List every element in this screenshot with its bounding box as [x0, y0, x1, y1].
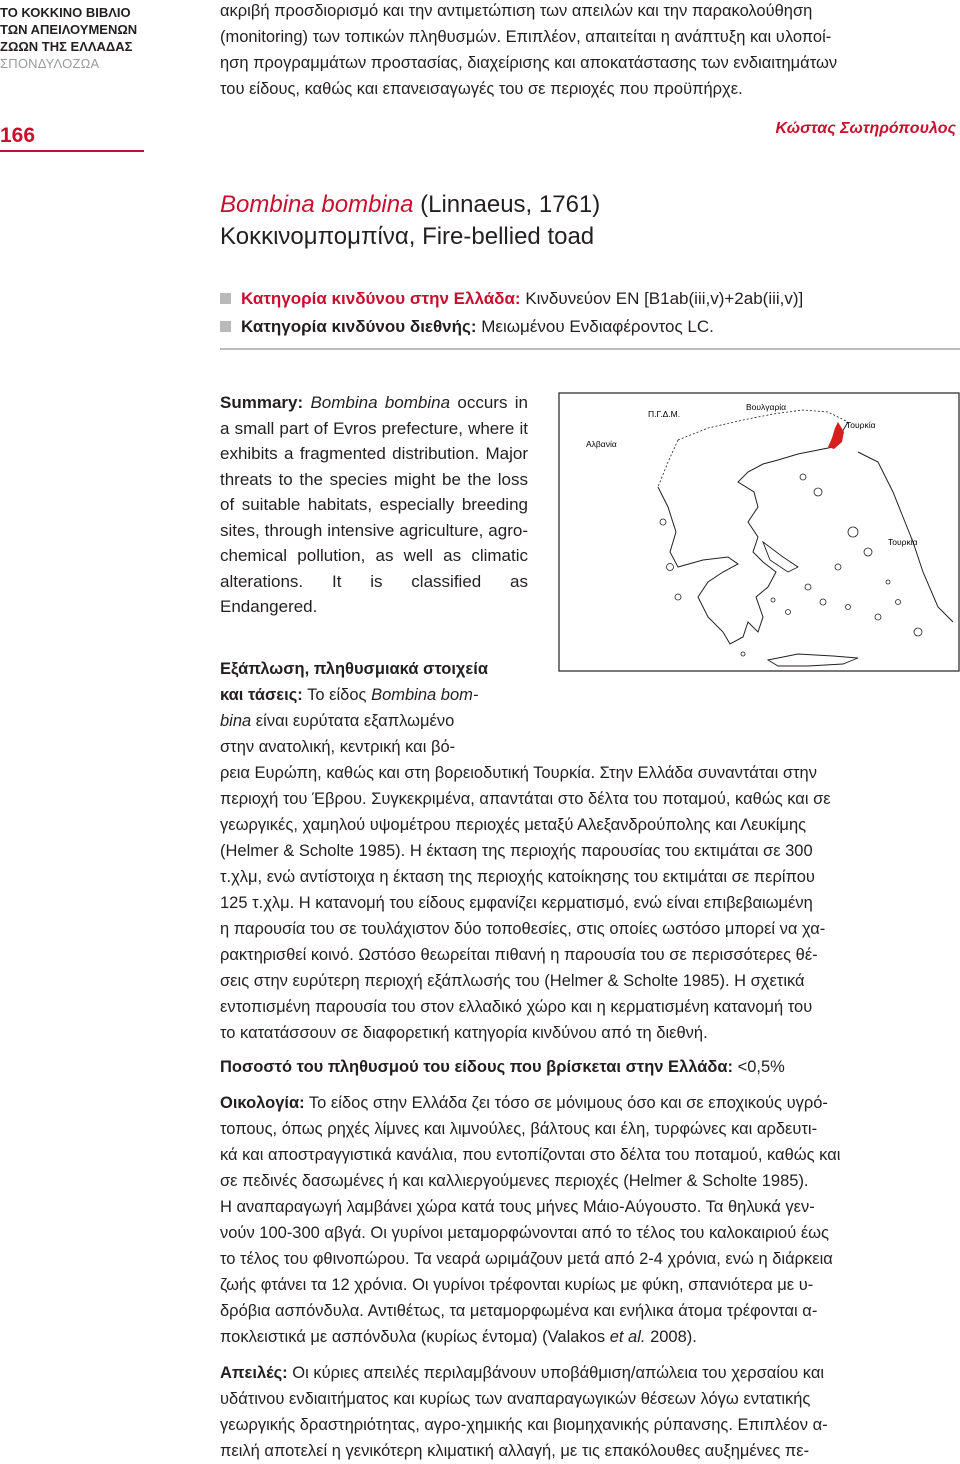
- summary-text: occurs in a small part of Evros prefecture, where it exhibits a fragmented distribution. Major threats to the species might be the loss of suitable habitats, especially breeding sites, through intensive agriculture, agro-chemical pollution, as well as climatic alterations. It is classified as Endangered.: [220, 393, 528, 616]
- square-bullet-icon: [220, 293, 231, 304]
- ecology-etal: et al.: [609, 1328, 646, 1346]
- distribution-map: [558, 392, 960, 672]
- ecology-line: δρόβια ασπόνδυλα. Αντιθέτως, τα μεταμορφωμένα και ενήλικα άτομα τρέφονται α-: [220, 1302, 818, 1320]
- species-authority: (Linnaeus, 1761): [420, 191, 601, 218]
- distribution-line: στην ανατολική, κεντρική και βό-: [220, 738, 456, 756]
- distribution-species: Bombina bom-: [371, 686, 479, 704]
- intro-line: ακριβή προσδιορισμό και την αντιμετώπιση των απειλών και την παρακολούθηση: [220, 2, 813, 20]
- threats-line: πειλή αποτελεί η γενικότερη κλιματική αλλαγή, με τις επακόλουθες αυξημένες πε-: [220, 1442, 810, 1460]
- summary-paragraph: [220, 390, 528, 620]
- species-scientific-name: Bombina bombina: [220, 191, 414, 218]
- ecology-line: Η αναπαραγωγή λαμβάνει χώρα κατά τους μήνες Μάιο-Αύγουστο. Τα θηλυκά γεν-: [220, 1198, 815, 1216]
- distribution-line: το κατατάσσουν σε διαφορετική κατηγορία κινδύνου από τη διεθνή.: [220, 1024, 708, 1042]
- book-section-label: ΣΠΟΝΔΥΛΟΖΩΑ: [0, 56, 100, 71]
- status-greece-label: Κατηγορία κινδύνου στην Ελλάδα:: [241, 289, 521, 308]
- status-global-label: Κατηγορία κινδύνου διεθνής:: [241, 317, 477, 336]
- distribution-species-cont: bina: [220, 712, 252, 730]
- distribution-heading-cont: και τάσεις:: [220, 686, 303, 704]
- status-global: [220, 314, 714, 340]
- species-common-names: Κοκκινομπομπίνα, Fire-bellied toad: [220, 223, 595, 250]
- distribution-text: Το είδος: [307, 686, 367, 704]
- ecology-line: [220, 1090, 828, 1116]
- distribution-line: σεις στην ευρύτερη περιοχή εξάπλωσής του (Helmer & Scholte 1985). Η σχετικά: [220, 972, 805, 990]
- ecology-line: ζωής φτάνει τα 12 χρόνια. Οι γυρίνοι τρέφονται κυρίως με φύκη, σπανιότερα με υ-: [220, 1276, 814, 1294]
- ecology-line: κά και αποστραγγιστικά κανάλια, που εντοπίζονται στο δέλτα του ποταμού, καθώς και: [220, 1146, 841, 1164]
- page-number: 166: [0, 124, 36, 147]
- percentage-line: [220, 1054, 785, 1080]
- distribution-text: είναι ευρύτατα εξαπλωμένο: [255, 712, 455, 730]
- ecology-line: νούν 100-300 αβγά. Οι γυρίνοι μεταμορφώνονται από το τέλος του καλοκαιριού έως: [220, 1224, 830, 1242]
- author-name: Κώστας Σωτηρόπουλος: [775, 120, 956, 137]
- map-label-turkey-east: Τουρκία: [888, 537, 918, 547]
- ecology-line: τοπους, όπως ρηχές λίμνες και λιμνούλες, βάλτους και έλη, τυρφώνες και αρδευτι-: [220, 1120, 818, 1138]
- ecology-line: [220, 1324, 697, 1350]
- distribution-line: περιοχή του Έβρου. Συγκεκριμένα, απαντάται στο δέλτα του ποταμού, καθώς και σε: [220, 790, 831, 808]
- intro-line: ηση προγραμμάτων προστασίας, διαχείρισης και αποκατάστασης των ενδιαιτημάτων: [220, 54, 838, 72]
- distribution-line: γεωργικές, χαμηλού υψομέτρου περιοχές μεταξύ Αλεξανδρούπολης και Λευκίμης: [220, 816, 807, 834]
- intro-line: του είδους, καθώς και επανεισαγωγές του σε περιοχές που προϋπήρχε.: [220, 80, 743, 98]
- distribution-line: τ.χλμ, ενώ αντίστοιχα η έκταση της περιοχής κατοίκησης του εκτιμάται σε περίπου: [220, 868, 815, 886]
- ecology-line: σε πεδινές δασωμένες ή και καλλιεργούμενες περιοχές (Helmer & Scholte 1985).: [220, 1172, 809, 1190]
- distribution-line: 125 τ.χλμ. Η κατανομή του είδους εμφανίζει κερματισμό, ενώ είναι επιβεβαιωμένη: [220, 894, 813, 912]
- status-global-value: Μειωμένου Ενδιαφέροντος LC.: [481, 317, 714, 336]
- distribution-line: εντοπισμένη παρουσία του στον ελλαδικό χώρο και η κερματισμένη κατανομή του: [220, 998, 813, 1016]
- ecology-text: Το είδος στην Ελλάδα ζει τόσο σε μόνιμους όσο και σε εποχικούς υγρό-: [308, 1094, 828, 1112]
- ecology-line: το τέλος του φθινοπώρου. Τα νεαρά ωριμάζουν μετά από 2-4 χρόνια, ενώ η διάρκεια: [220, 1250, 833, 1268]
- threats-line: γεωργικής δραστηριότητας, αγρο-χημικής και βιομηχανικής ρύπανσης. Επιπλέον α-: [220, 1416, 828, 1434]
- summary-species: Bombina bombina: [310, 393, 451, 412]
- threats-line: υδάτινου ενδιαιτήματος και κυρίως των αναπαραγωγικών θέσεων λόγω εντατικής: [220, 1390, 811, 1408]
- summary-label: Summary:: [220, 393, 304, 412]
- status-greece: [220, 286, 803, 312]
- map-label-turkey-north: Τουρκία: [846, 420, 876, 430]
- distribution-line: (Helmer & Scholte 1985). Η έκταση της περιοχής παρουσίας του εκτιμάται σε 300: [220, 842, 813, 860]
- map-label-fyrom: Π.Γ.Δ.Μ.: [648, 409, 681, 419]
- map-label-bulgaria: Βουλγαρία: [746, 402, 787, 412]
- distribution-line: ρεια Ευρώπη, καθώς και στη βορειοδυτική Τουρκία. Στην Ελλάδα συναντάται στην: [220, 764, 817, 782]
- page-number-rule: [0, 150, 144, 152]
- map-label-albania: Αλβανία: [586, 439, 617, 449]
- square-bullet-icon: [220, 321, 231, 332]
- ecology-text: 2008).: [650, 1328, 697, 1346]
- distribution-line: ρακτηρισθεί κοινό. Ωστόσο θεωρείται πιθανή η παρουσία του σε περισσότερες θέ-: [220, 946, 818, 964]
- distribution-line: [220, 708, 454, 734]
- threats-line: [220, 1360, 824, 1386]
- status-divider: [220, 348, 960, 350]
- species-title: [220, 190, 600, 220]
- distribution-heading-line: [220, 656, 488, 682]
- status-greece-value: Κινδυνεύον EN [B1ab(iii,v)+2ab(iii,v)]: [525, 289, 804, 308]
- ecology-label: Οικολογία:: [220, 1094, 305, 1112]
- percentage-value: <0,5%: [737, 1058, 785, 1076]
- book-title: ΤΟ ΚΟΚΚΙΝΟ ΒΙΒΛΙΟ ΤΩΝ ΑΠΕΙΛΟΥΜΕΝΩΝ ΖΩΩΝ ΤΗΣ ΕΛΛΑΔΑΣ: [0, 5, 138, 54]
- threats-label: Απειλές:: [220, 1364, 288, 1382]
- intro-line: (monitoring) των τοπικών πληθυσμών. Επιπλέον, απαιτείται η ανάπτυξη και υλοποί-: [220, 28, 832, 46]
- threats-text: Οι κύριες απειλές περιλαμβάνουν υποβάθμιση/απώλεια του χερσαίου και: [292, 1364, 825, 1382]
- distribution-line: η παρουσία του σε τουλάχιστον δύο τοποθεσίες, στις οποίες ωστόσο μπορεί να χα-: [220, 920, 826, 938]
- percentage-label: Ποσοστό του πληθυσμού του είδους που βρίσκεται στην Ελλάδα:: [220, 1058, 734, 1076]
- distribution-heading: Εξάπλωση, πληθυσμιακά στοιχεία: [220, 660, 488, 678]
- ecology-text: ποκλειστικά με ασπόνδυλα (κυρίως έντομα) (Valakos: [220, 1328, 606, 1346]
- distribution-heading-line: [220, 682, 478, 708]
